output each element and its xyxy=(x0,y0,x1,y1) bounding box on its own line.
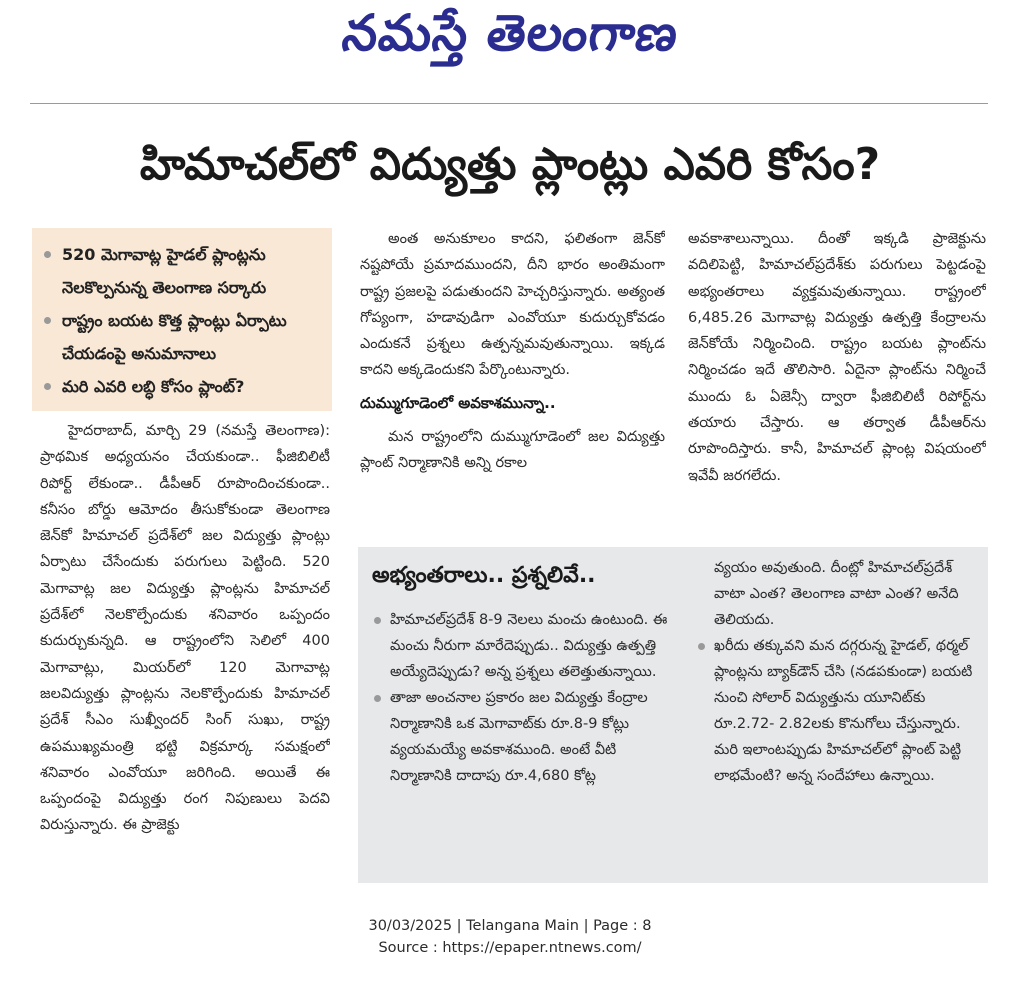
article-paragraph: మన రాష్ట్రంలోని దుమ్ముగూడెంలో జల విద్యుత్తు ప్లాంట్ నిర్మాణానికి అన్ని రకాల xyxy=(360,429,665,472)
bullet-icon xyxy=(374,617,381,624)
masthead-logo-text: నమస్తే తెలంగాణ xyxy=(339,4,683,62)
article-column-3 xyxy=(688,226,986,526)
highlights-box xyxy=(32,228,332,411)
bullet-icon xyxy=(698,643,705,650)
masthead-divider xyxy=(30,103,988,104)
highlight-text: మరి ఎవరి లబ్ధి కోసం ప్లాంట్? xyxy=(62,377,245,396)
article-paragraph: అంత అనుకూలం కాదని, ఫలితంగా జెన్‌కో నష్టపోయే ప్రమాదముందని, దీని భారం అంతిమంగా రాష్ట్ర ప్రజలపై పడుతుందని హెచ్చరిస్తున్నారు. అత్యంత గోప్యంగా, హడావుడిగా ఎంవోయూ కుదుర్చుకోవడం ఎందుకనే ప్రశ్నలు ఉత్పన్నమవుతున్నాయి. ఇక్కడ కాదని అక్కడెందుకని పేర్కొంటున్నారు. xyxy=(360,231,665,379)
question-text: హిమాచల్‌ప్రదేశ్ 8-9 నెలలు మంచు ఉంటుంది. ఈ మంచు నీరుగా మారేదెప్పుడు.. విద్యుత్తు ఉత్పత్తి అయ్యేదెప్పుడు? అన్న ప్రశ్నలు తలెత్తుతున్నాయి. xyxy=(390,612,668,680)
article-paragraph: అవకాశాలున్నాయి. దీంతో ఇక్కడి ప్రాజెక్టును వదిలిపెట్టి, హిమాచల్‌ప్రదేశ్‌కు పరుగులు పెట్టడంపై అభ్యంతరాలు వ్యక్తమవుతున్నాయి. రాష్ట్రంలో 6,485.26 మెగావాట్ల విద్యుత్తు ఉత్పత్తి కేంద్రాలను జెన్‌కోయే నిర్మించింది. రాష్ట్రం బయట ప్లాంట్‌ను నిర్మించడం ఇదే తొలిసారి. ఏదైనా ప్లాంట్‌ను నిర్మించే ముందు ఓ ఏజెన్సీ ద్వారా ఫీజిబిలిటీ రిపోర్ట్‌ను తయారు చేస్తారు. ఆ తర్వాత డీపీఆర్‌ను రూపొందిస్తారు. కానీ, హిమాచల్ ప్లాంట్ల విషయంలో ఇవేవీ జరగలేదు. xyxy=(688,231,986,484)
questions-left-column xyxy=(372,607,672,789)
masthead xyxy=(0,0,1020,80)
question-item xyxy=(372,685,672,789)
questions-box-title: అభ్యంతరాలు.. ప్రశ్నలివే.. xyxy=(372,563,596,588)
question-text: ఖరీదు తక్కువని మన దగ్గరున్న హైడల్, థర్మల్ ప్లాంట్లను బ్యాక్‌డౌన్ చేసి (నడపకుండా) బయటి నుంచి సోలార్ విద్యుత్తును యూనిట్‌కు రూ.2.72- 2.82లకు కొనుగోలు చేస్తున్నారు. మరి ఇలాంటప్పుడు హిమాచల్‌లో ప్లాంట్ పెట్టి లాభమేంటి? అన్న సందేహాలు ఉన్నాయి. xyxy=(714,638,973,784)
question-continuation: వ్యయం అవుతుంది. దీంట్లో హిమాచల్‌ప్రదేశ్ వాటా ఎంత? తెలంగాణ వాటా ఎంత? అనేది తెలియదు. xyxy=(714,560,959,628)
highlight-text: రాష్ట్రం బయట కొత్త ప్లాంట్లు ఏర్పాటు చేయడంపై అనుమానాలు xyxy=(62,311,287,363)
bullet-icon xyxy=(44,317,51,324)
article-column-1 xyxy=(40,418,330,888)
highlight-text: 520 మెగావాట్ల హైడల్ ప్లాంట్లను నెలకొల్పనున్న తెలంగాణ సర్కారు xyxy=(62,245,267,297)
question-item xyxy=(696,633,978,789)
question-text: తాజా అంచనాల ప్రకారం జల విద్యుత్తు కేంద్రాల నిర్మాణానికి ఒక మెగావాట్‌కు రూ.8-9 కోట్లు వ్యయమయ్యే అవకాశముంది. అంటే వీటి నిర్మాణానికి దాదాపు రూ.4,680 కోట్ల xyxy=(390,690,648,784)
bullet-icon xyxy=(44,251,51,258)
bullet-icon xyxy=(44,383,51,390)
highlight-item xyxy=(44,238,322,304)
footer-source: Source : https://epaper.ntnews.com/ xyxy=(378,940,642,956)
highlight-item xyxy=(44,370,322,403)
footer-date-edition: 30/03/2025 | Telangana Main | Page : 8 xyxy=(368,918,652,934)
bullet-icon xyxy=(374,695,381,702)
question-item xyxy=(372,607,672,685)
questions-box xyxy=(358,547,988,883)
article-paragraph: హైదరాబాద్, మార్చి 29 (నమస్తే తెలంగాణ): ప్రాథమిక అధ్యయనం చేయకుండా.. ఫీజిబిలిటీ రిపోర్ట్ లేకుండా.. డీపీఆర్ రూపొందించకుండా.. కనీసం బోర్డు ఆమోదం తీసుకోకుండా తెలంగాణ జెన్‌కో హిమాచల్ ప్రదేశ్‌లో జల విద్యుత్తు ప్లాంట్లు ఏర్పాటు చేసేందుకు పరుగులు పెట్టింది. 520 మెగావాట్ల జల విద్యుత్తు ప్లాంట్లను హిమాచల్ ప్రదేశ్‌లో నెలకొల్పేందుకు శనివారం ఒప్పందం కుదుర్చుకున్నది. ఆ రాష్ట్రంలోని సెలిలో 400 మెగావాట్లు, మియర్‌లో 120 మెగావాట్ల జలవిద్యుత్తు ప్లాంట్లను నెలకొల్పేందుకు హిమాచల్ ప్రదేశ్ సీఎం సుఖ్వీందర్ సింగ్ సుఖు, రాష్ట్ర ఉపముఖ్యమంత్రి భట్టి విక్రమార్క సమక్షంలో శనివారం ఎంవోయూ జరిగింది. అయితే ఈ ఒప్పందంపై విద్యుత్తు రంగ నిపుణులు పెదవి విరుస్తున్నారు. ఈ ప్రాజెక్టు xyxy=(40,423,330,834)
article-column-2 xyxy=(360,226,665,526)
page-footer xyxy=(0,915,1020,959)
highlight-item xyxy=(44,304,322,370)
questions-right-column xyxy=(696,555,978,789)
headline: హిమాచల్‌లో విద్యుత్తు ప్లాంట్లు ఎవరి కోసం? xyxy=(139,139,881,190)
section-subheading: దుమ్ముగూడెంలో అవకాశమున్నా.. xyxy=(360,393,556,412)
